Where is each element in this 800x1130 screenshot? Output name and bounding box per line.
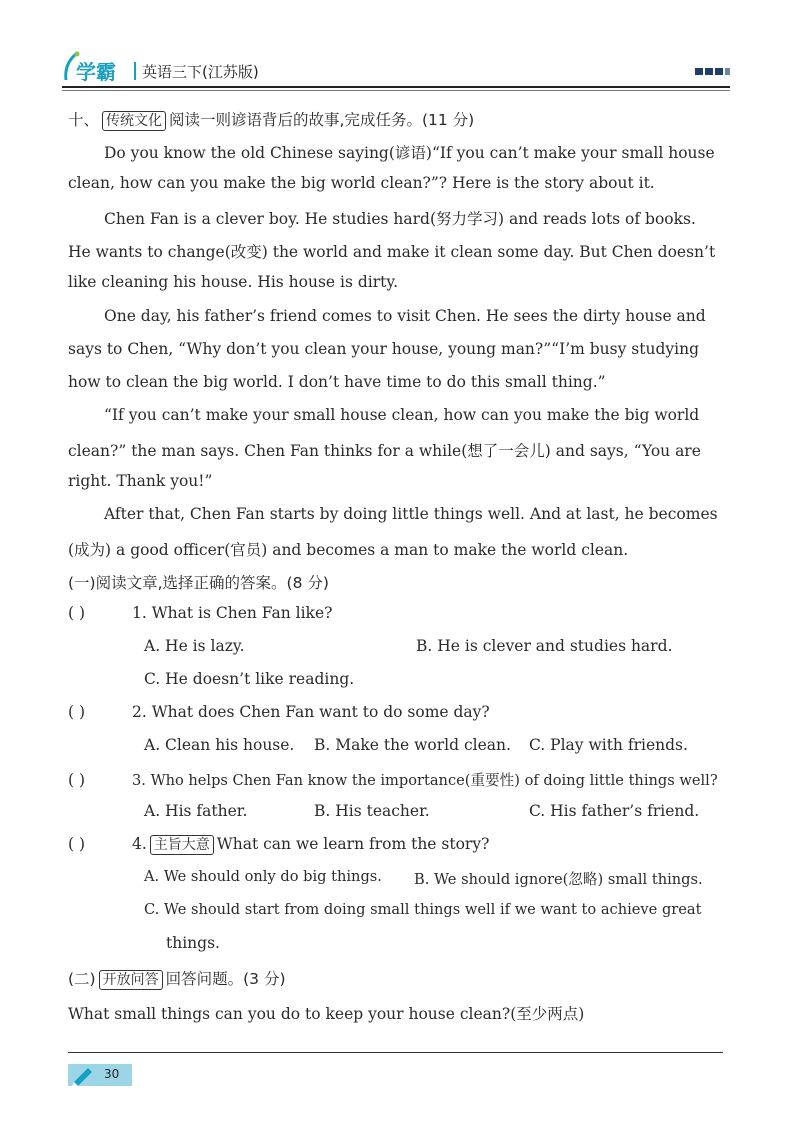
answer-blank[interactable]: ( ) <box>68 604 86 622</box>
passage-line: “If you can’t make your small house clean, how can you make the big world <box>104 406 700 424</box>
option-b: B. He is clever and studies hard. <box>416 637 673 655</box>
option-b: B. His teacher. <box>314 802 430 820</box>
passage-line: clean, how can you make the big world clean?”? Here is the story about it. <box>68 174 655 192</box>
passage-line: says to Chen, “Why don’t you clean your house, young man?”“I’m busy studying <box>68 340 699 358</box>
footer-rule <box>68 1052 723 1053</box>
option-c: C. Play with friends. <box>529 736 688 754</box>
passage-line: like cleaning his house. His house is dirty. <box>68 273 399 291</box>
option-a: A. Clean his house. <box>144 736 295 754</box>
passage-line: Chen Fan is a clever boy. He studies hard(努力学习) and reads lots of books. <box>104 210 696 228</box>
part2-instruction: 回答问题。(3 分) <box>165 970 286 988</box>
option-c: C. He doesn’t like reading. <box>144 670 355 688</box>
option-b: B. We should ignore(忽略) small things. <box>414 871 703 888</box>
question-3 <box>68 769 718 790</box>
part1-heading: (一)阅读文章,选择正确的答案。(8 分) <box>68 574 329 592</box>
passage-line: After that, Chen Fan starts by doing little things well. And at last, he becomes <box>104 505 718 523</box>
section-number: 十、 <box>68 111 100 129</box>
header-rule <box>62 86 730 88</box>
question-4 <box>68 835 489 855</box>
part2-heading <box>68 967 286 990</box>
section-tag: 传统文化 <box>102 111 166 131</box>
book-title: 英语三下(江苏版) <box>142 63 259 81</box>
answer-blank[interactable]: ( ) <box>68 835 86 853</box>
question-text: 2. What does Chen Fan want to do some day? <box>132 703 490 721</box>
open-question: What small things can you do to keep your house clean?(至少两点) <box>68 1005 585 1023</box>
passage-line: (成为) a good officer(官员) and becomes a man to make the world clean. <box>68 541 629 559</box>
pencil-icon <box>70 1062 96 1086</box>
brand-logo: 学霸 <box>76 60 116 84</box>
option-c: C. His father’s friend. <box>529 802 700 820</box>
section-heading <box>68 108 474 131</box>
part2-tag: 开放问答 <box>99 970 163 990</box>
passage-line: He wants to change(改变) the world and make it clean some day. But Chen doesn’t <box>68 243 716 261</box>
header-rule-thin <box>62 90 730 91</box>
header-divider <box>134 62 136 80</box>
option-b: B. Make the world clean. <box>314 736 511 754</box>
section-instruction: 阅读一则谚语背后的故事,完成任务。(11 分) <box>169 111 475 129</box>
option-c: C. We should start from doing small things well if we want to achieve great <box>144 901 702 918</box>
page-header <box>62 50 730 90</box>
question-2 <box>68 703 490 721</box>
question-number: 4. <box>132 835 147 853</box>
question-tag: 主旨大意 <box>150 835 214 855</box>
option-a: A. We should only do big things. <box>144 868 382 885</box>
part2-prefix: (二) <box>68 970 96 988</box>
answer-blank[interactable]: ( ) <box>68 703 86 721</box>
question-1 <box>68 604 332 622</box>
passage-line: Do you know the old Chinese saying(谚语)“If you can’t make your small house <box>104 144 715 162</box>
page-number: 30 <box>104 1067 120 1081</box>
option-a: A. He is lazy. <box>144 637 245 655</box>
header-decoration <box>695 68 730 75</box>
question-text: What can we learn from the story? <box>216 835 490 853</box>
passage-line: right. Thank you!” <box>68 472 213 490</box>
passage-line: clean?” the man says. Chen Fan thinks for a while(想了一会儿) and says, “You are <box>68 442 701 460</box>
option-c-continued: things. <box>166 934 220 952</box>
question-text: 3. Who helps Chen Fan know the importance(重要性) of doing little things well? <box>132 772 718 789</box>
question-text: 1. What is Chen Fan like? <box>132 604 333 622</box>
passage-line: One day, his father’s friend comes to visit Chen. He sees the dirty house and <box>104 307 706 325</box>
answer-blank[interactable]: ( ) <box>68 771 86 789</box>
option-a: A. His father. <box>144 802 248 820</box>
passage-line: how to clean the big world. I don’t have time to do this small thing.” <box>68 373 606 391</box>
